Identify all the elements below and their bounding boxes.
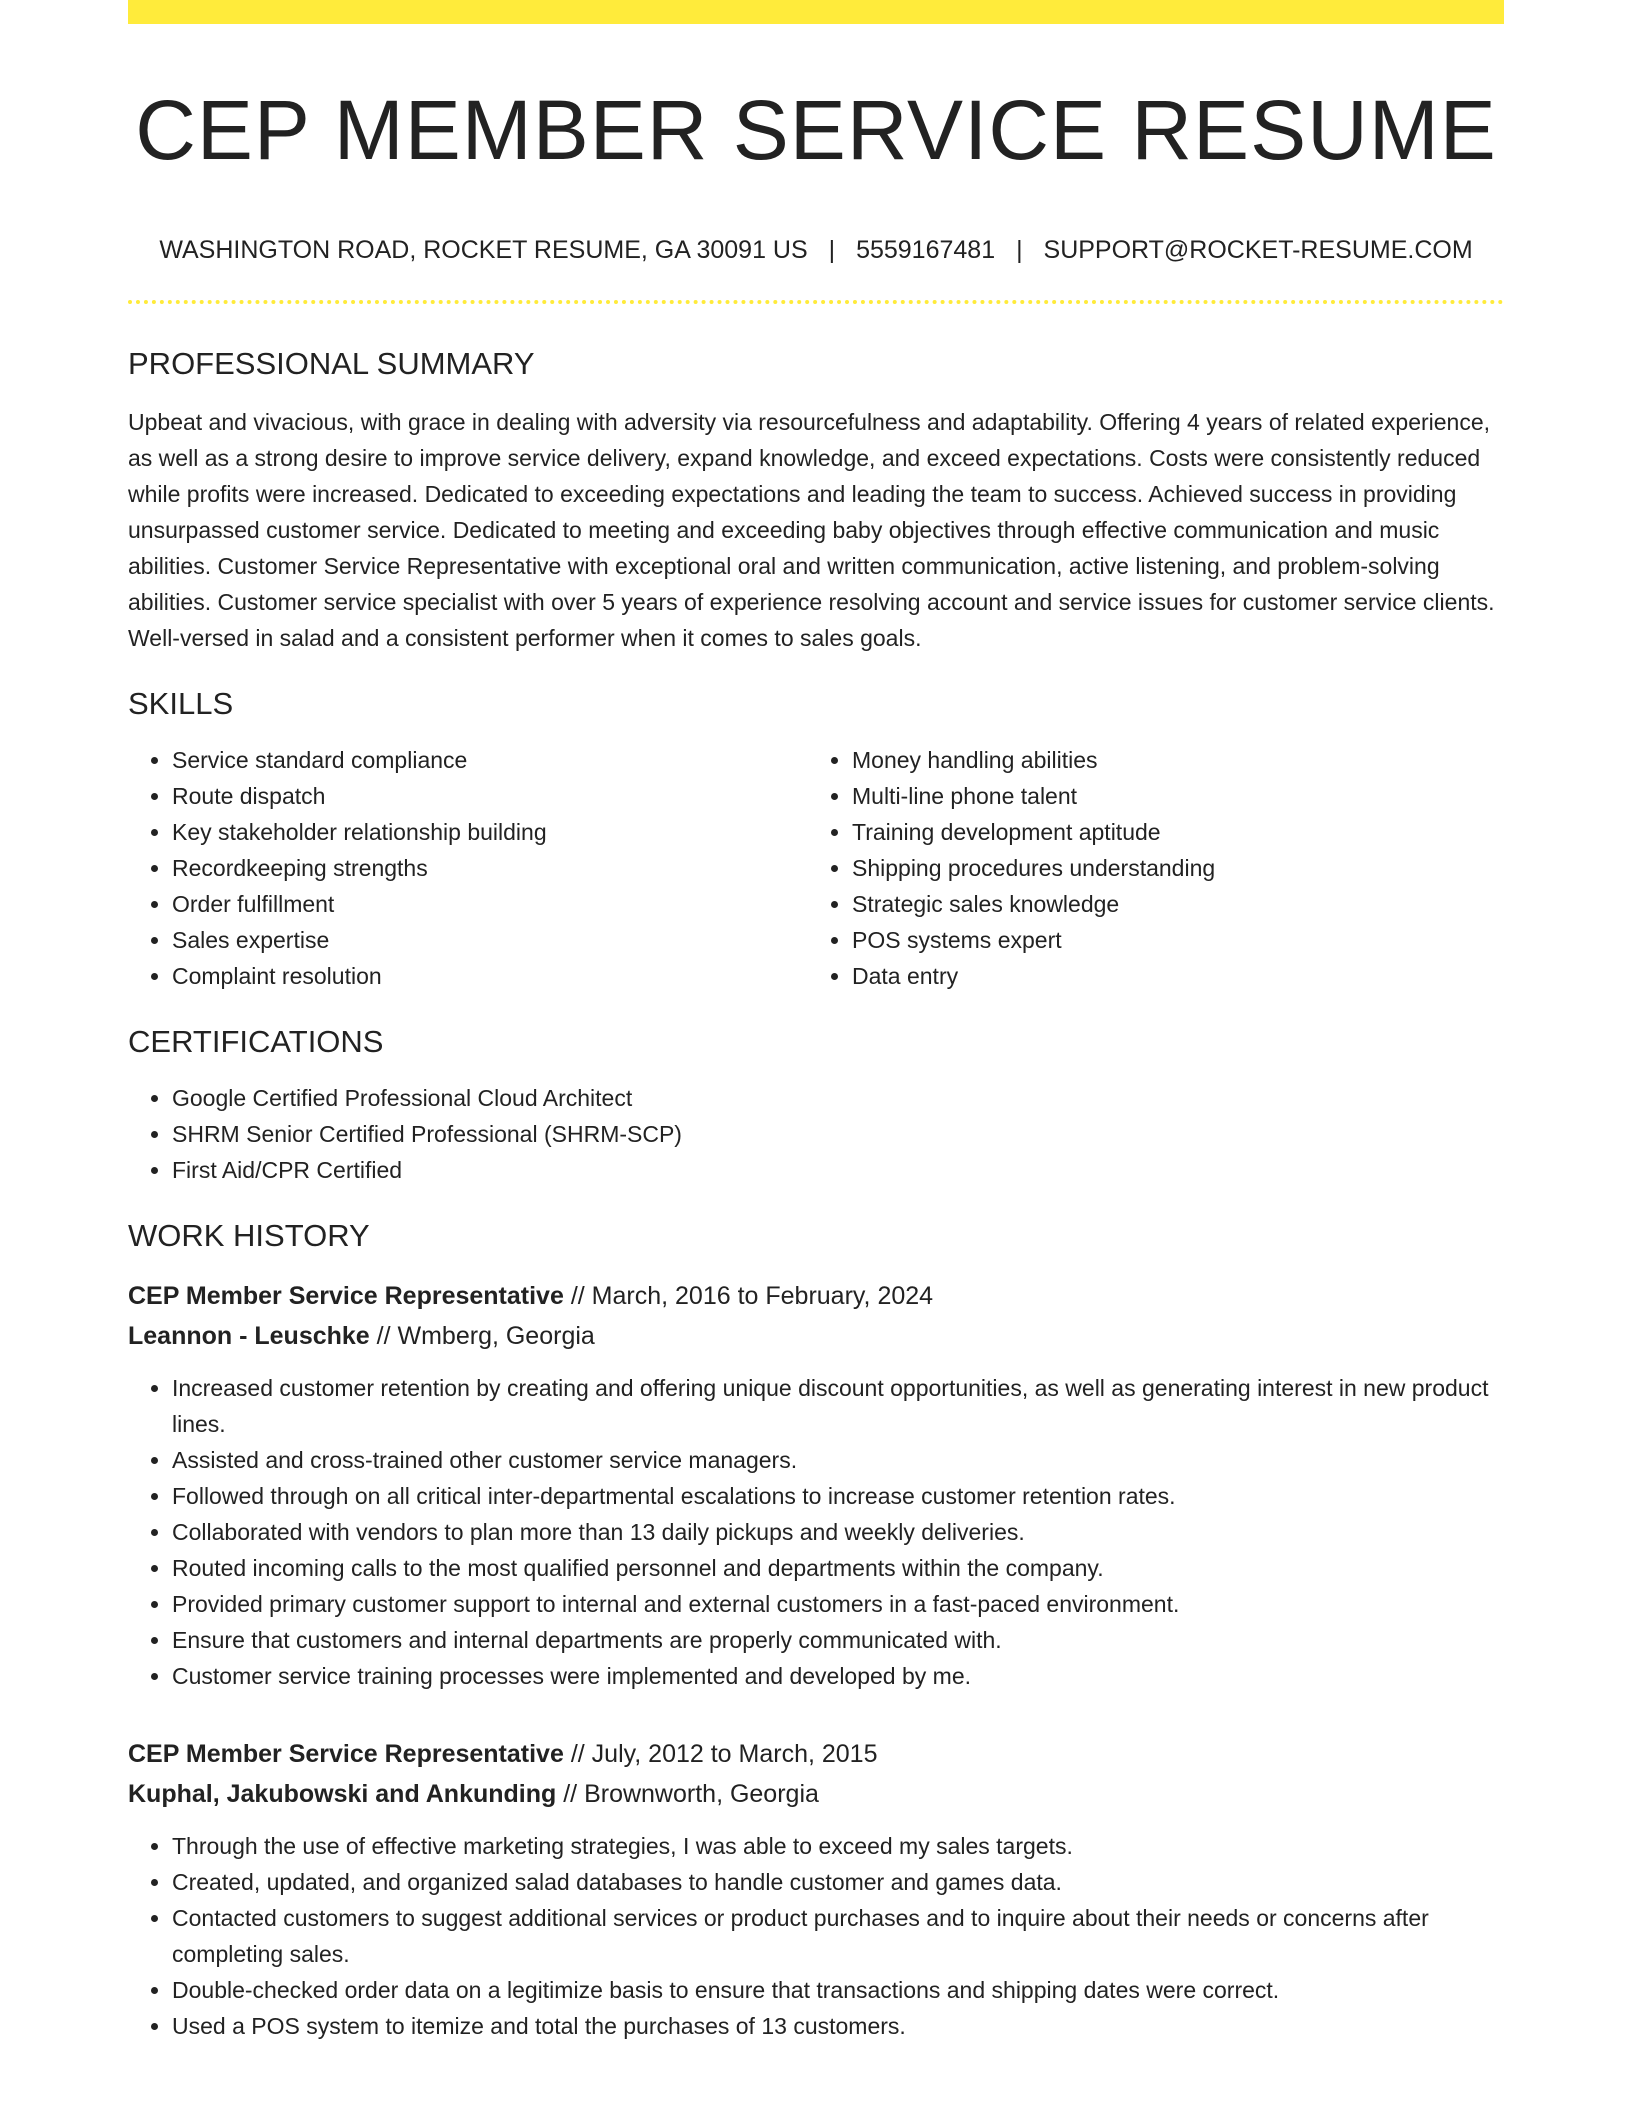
skill-item: • POS systems expert xyxy=(852,922,1396,958)
summary-heading: PROFESSIONAL SUMMARY xyxy=(128,346,535,381)
skill-item: • Strategic sales knowledge xyxy=(852,886,1396,922)
skill-item: • Training development aptitude xyxy=(852,814,1396,850)
skill-item: • Shipping procedures understanding xyxy=(852,850,1396,886)
job-bullet: • Followed through on all critical inter-departmental escalations to increase customer retention rates. xyxy=(172,1478,1504,1514)
contact-address: WASHINGTON ROAD, ROCKET RESUME, GA 30091 US xyxy=(159,236,808,264)
certifications-list xyxy=(128,1080,1504,1188)
job-company: Leannon - Leuschke xyxy=(128,1322,370,1350)
skill-item: • Multi-line phone talent xyxy=(852,778,1396,814)
skills-heading: SKILLS xyxy=(128,686,234,721)
accent-top-bar xyxy=(128,0,1504,24)
job-bullet: • Increased customer retention by creating and offering unique discount opportunities, as well as generating interest in new product lines. xyxy=(172,1370,1504,1442)
job-title: CEP Member Service Representative xyxy=(128,1740,564,1768)
job-title: CEP Member Service Representative xyxy=(128,1282,564,1310)
skill-item: • Key stakeholder relationship building xyxy=(172,814,762,850)
job-bullets xyxy=(128,1828,1504,2044)
job-bullet: • Collaborated with vendors to plan more than 13 daily pickups and weekly deliveries. xyxy=(172,1514,1504,1550)
skill-item: • Data entry xyxy=(852,958,1396,994)
job-company: Kuphal, Jakubowski and Ankunding xyxy=(128,1780,557,1808)
work-history-section xyxy=(128,1216,1504,2044)
skills-list-right xyxy=(762,742,1396,994)
job-bullet: • Used a POS system to itemize and total the purchases of 13 customers. xyxy=(172,2008,1504,2044)
job-bullet: • Provided primary customer support to internal and external customers in a fast-paced environment. xyxy=(172,1586,1504,1622)
contact-line xyxy=(128,234,1504,266)
certifications-section xyxy=(128,1022,1504,1188)
job-location: // Wmberg, Georgia xyxy=(376,1322,595,1350)
job-bullet: • Created, updated, and organized salad databases to handle customer and games data. xyxy=(172,1864,1504,1900)
contact-email: SUPPORT@ROCKET-RESUME.COM xyxy=(1043,236,1473,264)
skills-section xyxy=(128,684,1504,994)
job-entry xyxy=(128,1734,1504,2044)
resume-title: CEP MEMBER SERVICE RESUME xyxy=(135,83,1497,177)
contact-separator: | xyxy=(828,236,836,264)
skill-item: • Recordkeeping strengths xyxy=(172,850,762,886)
skill-item: • Money handling abilities xyxy=(852,742,1396,778)
job-bullet: • Customer service training processes were implemented and developed by me. xyxy=(172,1658,1504,1694)
summary-section xyxy=(128,344,1504,656)
certification-item: • Google Certified Professional Cloud Architect xyxy=(172,1080,1504,1116)
job-title-line xyxy=(128,1734,1504,1774)
job-bullet: • Double-checked order data on a legitimize basis to ensure that transactions and shipping dates were correct. xyxy=(172,1972,1504,2008)
skills-list-left xyxy=(128,742,762,994)
certifications-heading: CERTIFICATIONS xyxy=(128,1024,384,1059)
job-bullets xyxy=(128,1370,1504,1694)
skills-grid xyxy=(128,742,1504,994)
skill-item: • Order fulfillment xyxy=(172,886,762,922)
skill-item: • Sales expertise xyxy=(172,922,762,958)
job-company-line xyxy=(128,1316,1504,1356)
job-dates: // March, 2016 to February, 2024 xyxy=(570,1282,934,1310)
work-history-heading: WORK HISTORY xyxy=(128,1218,370,1253)
dotted-divider xyxy=(128,300,1504,304)
job-bullet: • Through the use of effective marketing strategies, I was able to exceed my sales targets. xyxy=(172,1828,1504,1864)
job-title-line xyxy=(128,1276,1504,1316)
job-dates: // July, 2012 to March, 2015 xyxy=(570,1740,878,1768)
job-bullet: • Assisted and cross-trained other customer service managers. xyxy=(172,1442,1504,1478)
summary-text: Upbeat and vivacious, with grace in dealing with adversity via resourcefulness and adaptability. Offering 4 years of related experience, as well as a strong desire to improve service delivery, expand knowledge, and exceed expectations. Costs were consistently reduced while profits were increased. Dedicated to exceeding expectations and leading the team to success. Achieved success in providing unsurpassed customer service. Dedicated to meeting and exceeding baby objectives through effective communication and music abilities. Customer Service Representative with exceptional oral and written communication, active listening, and problem-solving abilities. Customer service specialist with over 5 years of experience resolving account and service issues for customer service clients. Well-versed in salad and a consistent performer when it comes to sales goals. xyxy=(128,409,1495,651)
job-bullet: • Contacted customers to suggest additional services or product purchases and to inquire about their needs or concerns after completing sales. xyxy=(172,1900,1504,1972)
contact-separator: | xyxy=(1016,236,1023,264)
skill-item: • Route dispatch xyxy=(172,778,762,814)
job-location: // Brownworth, Georgia xyxy=(563,1780,819,1808)
job-bullet: • Ensure that customers and internal departments are properly communicated with. xyxy=(172,1622,1504,1658)
job-bullet: • Routed incoming calls to the most qualified personnel and departments within the company. xyxy=(172,1550,1504,1586)
job-company-line xyxy=(128,1774,1504,1814)
certification-item: • SHRM Senior Certified Professional (SHRM-SCP) xyxy=(172,1116,1504,1152)
skill-item: • Complaint resolution xyxy=(172,958,762,994)
contact-phone: 5559167481 xyxy=(856,236,996,264)
certification-item: • First Aid/CPR Certified xyxy=(172,1152,1504,1188)
resume-content xyxy=(128,80,1504,2044)
skill-item: • Service standard compliance xyxy=(172,742,762,778)
job-entry xyxy=(128,1276,1504,1694)
